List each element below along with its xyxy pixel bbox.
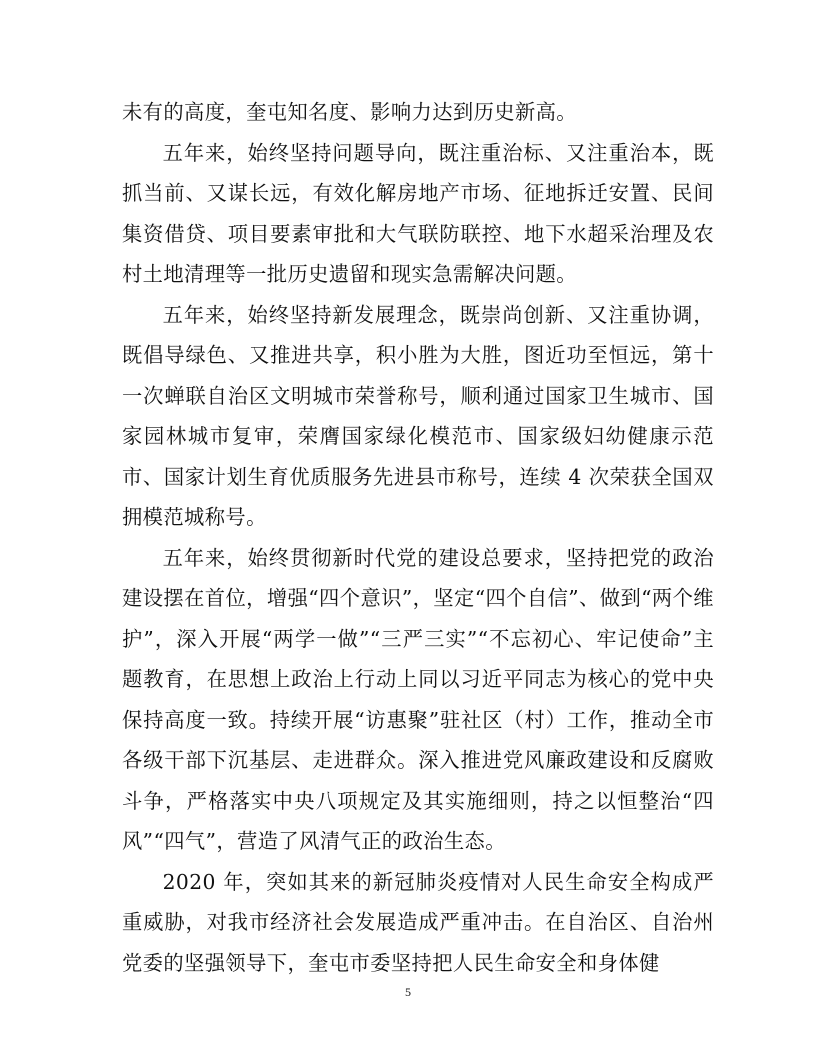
paragraph-new-development: 五年来，始终坚持新发展理念，既崇尚创新、又注重协调，既倡导绿色、又推进共享，积小胜为大胜，图近功至恒远，第十一次蝉联自治区文明城市荣誉称号，顺利通过国家卫生城市、国家园林城市复审，荣膺国家绿化模范市、国家级妇幼健康示范市、国家计划生育优质服务先进县市称号，连续 4 次荣获全国双拥模范城称号。: [122, 302, 714, 529]
body-text: [122, 92, 714, 983]
paragraph-party-building: 五年来，始终贯彻新时代党的建设总要求，坚持把党的政治建设摆在首位，增强“四个意识”，坚定“四个自信”、做到“两个维护”，深入开展“两学一做”“三严三实”“不忘初心、牢记使命”主题教育，在思想上政治上行动上同以习近平同志为核心的党中央保持高度一致。持续开展“访惠聚”驻社区（村）工作，推动全市各级干部下沉基层、走进群众。深入推进党风廉政建设和反腐败斗争，严格落实中央八项规定及其实施细则，持之以恒整治“四风”“四气”，营造了风清气正的政治生态。: [122, 545, 714, 853]
paragraph-2020-epidemic: 2020 年，突如其来的新冠肺炎疫情对人民生命安全构成严重威胁，对我市经济社会发展造成严重冲击。在自治区、自治州党委的坚强领导下，奎屯市委坚持把人民生命安全和身体健: [122, 869, 714, 975]
page-number: 5: [405, 985, 411, 999]
paragraph-problem-orientation: 五年来，始终坚持问题导向，既注重治标、又注重治本，既抓当前、又谋长远，有效化解房地产市场、征地拆迁安置、民间集资借贷、项目要素审批和大气联防联控、地下水超采治理及农村土地清理等一批历史遗留和现实急需解决问题。: [122, 140, 714, 286]
paragraph-continuation: 未有的高度，奎屯知名度、影响力达到历史新高。: [122, 100, 577, 124]
